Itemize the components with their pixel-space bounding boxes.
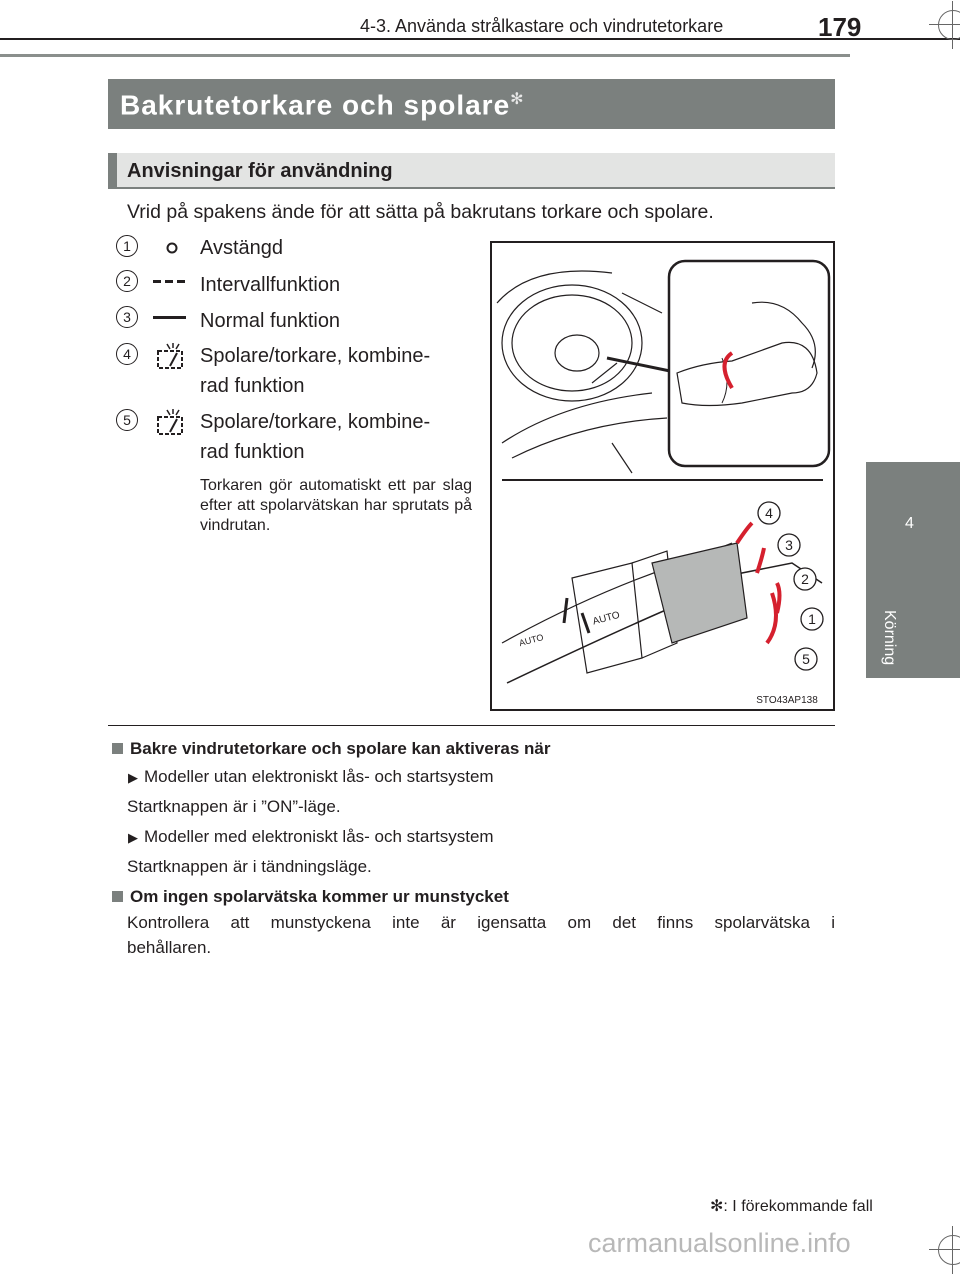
item-number: 3 <box>116 306 138 328</box>
callout-2: 2 <box>801 571 809 587</box>
washer-wiper-icon <box>155 407 185 437</box>
condition-text: Startknappen är i ”ON”-läge. <box>127 797 341 816</box>
item-label-cont: rad funktion <box>200 375 305 397</box>
footnote <box>710 1196 873 1216</box>
washer-wiper-icon <box>155 341 185 371</box>
notes-heading <box>112 887 509 907</box>
item-label: Spolare/torkare, kombine- <box>200 345 431 367</box>
subsection-accent <box>108 153 117 189</box>
item-label: Normal funktion <box>200 310 341 332</box>
heading-square-icon <box>112 891 123 902</box>
model-line <box>128 767 494 787</box>
section-heading: 4-3. Använda strålkastare och vindrutetorkare <box>360 16 724 36</box>
callout-5: 5 <box>802 651 810 667</box>
condition-text: Startknappen är i tändningsläge. <box>127 857 372 876</box>
arrow-right-icon: ▶ <box>128 830 138 845</box>
wiper-lever-figure <box>490 241 835 711</box>
item-number: 5 <box>116 409 138 431</box>
model-line-text: Modeller utan elektroniskt lås- och startsystem <box>144 767 494 786</box>
page-number: 179 <box>818 12 862 42</box>
item-label: Intervallfunktion <box>200 274 341 296</box>
item-label: Avstängd <box>200 237 284 259</box>
footnote-text: : I förekommande fall <box>723 1198 873 1215</box>
watermark: carmanualsonline.info <box>588 1228 851 1258</box>
chapter-rule <box>0 54 850 57</box>
intermittent-dash-icon <box>152 277 188 287</box>
body-paragraph: Kontrollera att munstyckena inte är igensatta om det finns spolarvätska i <box>127 913 835 932</box>
lever-illustration <box>492 243 833 709</box>
crop-mark-icon <box>938 1235 960 1265</box>
header-rule <box>0 38 960 40</box>
availability-mark: ✻ <box>510 91 525 108</box>
notes-heading-text: Om ingen spolarvätska kommer ur munstycket <box>130 887 509 906</box>
notes-heading-text: Bakre vindrutetorkare och spolare kan aktiveras när <box>130 739 551 758</box>
item-number: 4 <box>116 343 138 365</box>
arrow-right-icon: ▶ <box>128 770 138 785</box>
section-separator <box>108 725 835 726</box>
callout-1: 1 <box>808 611 816 627</box>
model-line <box>128 827 494 847</box>
item-label-cont: rad funktion <box>200 441 305 463</box>
item-note: Torkaren gör automatiskt ett par slag efter att spolarvätskan har sprutats på vindrutan. <box>200 477 472 534</box>
item-label: Spolare/torkare, kombine- <box>200 411 431 433</box>
subsection-title: Anvisningar för användning <box>127 160 393 182</box>
chapter-tab-label: Körning <box>881 610 898 666</box>
body-paragraph-cont: behållaren. <box>127 938 212 957</box>
chapter-tab-number: 4 <box>905 515 914 532</box>
section-title <box>108 79 835 129</box>
auto-label: AUTO <box>591 609 622 628</box>
intro-text: Vrid på spakens ände för att sätta på bakrutans torkare och spolare. <box>127 201 714 223</box>
crop-mark-icon <box>938 10 960 40</box>
callout-3: 3 <box>785 537 793 553</box>
callout-4: 4 <box>765 505 773 521</box>
heading-square-icon <box>112 743 123 754</box>
model-line-text: Modeller med elektroniskt lås- och startsystem <box>144 827 494 846</box>
footnote-mark: ✻ <box>710 1198 724 1215</box>
section-title-text: Bakrutetorkare och spolare <box>120 89 511 121</box>
figure-code: STO43AP138 <box>756 695 818 706</box>
off-circle-icon <box>160 238 184 258</box>
notes-heading <box>112 739 550 759</box>
item-number: 2 <box>116 270 138 292</box>
auto-label-small: AUTO <box>517 632 545 649</box>
normal-line-icon <box>152 313 188 323</box>
item-number: 1 <box>116 235 138 257</box>
